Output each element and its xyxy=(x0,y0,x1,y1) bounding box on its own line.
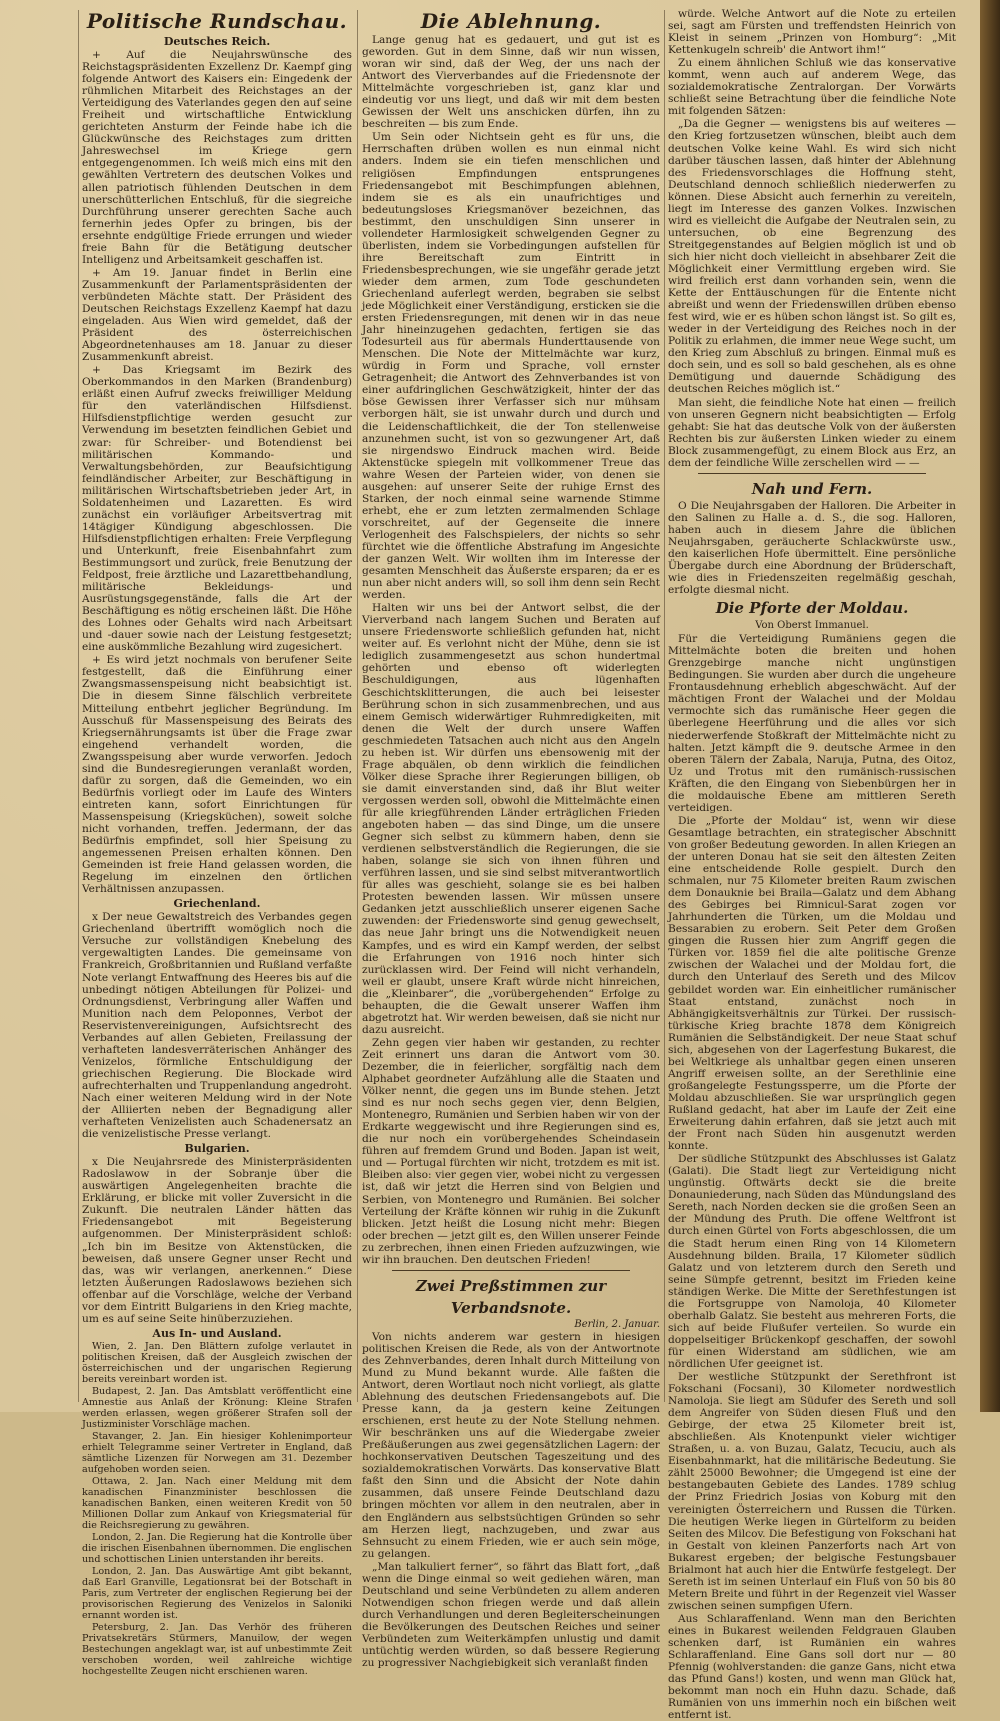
byline: Von Oberst Immanuel. xyxy=(755,620,869,632)
subtitle-griechenland: Griechenland. xyxy=(173,897,261,911)
article-title-die-ablehnung: Die Ablehnung. xyxy=(420,9,602,33)
article-paragraph: Der westliche Stützpunkt der Serethfront ist Fokschani (Focsani), 30 Kilometer nordwestlich Namoloja. Sie liegt am Südufer des Sereth und soll dem Angreifer von Süden diesen Fluß und den Gebirge, der etwa 25 Kilometer breit ist, abschließen. Als Knotenpunkt vieler wichtiger Straßen, u. a. von Buzau, Galatz, Tecuciu, auch als Eisenbahnmarkt, hat die militärische Bedeutung. Sie zählt 25000 Bewohner; die Umgegend ist eine der bestangebauten Gebiete des Landes. 1789 schlug der Prinz Friedrich Josias von Koburg mit den vereinigten Österreichern und Russen die Türken. Die heutigen Werke liegen in Gürtelform zu beiden Seiten des Milcov. Die Befestigung von Fokschani hat in Gestalt von kleinen Panzerforts nach Art von Bukarest ergeben; der belgische Festungsbauer Brialmont hat auch hier die Entwürfe festgelegt. Der Sereth ist im seinen Unterlauf ein Fluß von 50 bis 80 Metern Breite und führt in der Regenzeit viel Wasser zwischen seinen sumpfigen Ufern. xyxy=(668,1371,956,1612)
article-title-zwei-pressstimmen: Zwei Preßstimmen zur Verbandsnote. xyxy=(415,1276,607,1317)
article-paragraph: + Es wird jetzt nochmals von berufener Seite festgestellt, daß die Einführung einer Zwangsmassenspeisung nicht beabsichtigt ist. Die in diesem Sinne fälschlich verbreitete Mitteilung entbehrt jeglicher Begründung. Im Ausschuß für Massenspeisung des Beirats des Kriegsernährungsamts ist über die Frage zwar eingehend verhandelt worden, die Zwangsspeisung aber wurde verworfen. Jedoch sind die Bundesregierungen veranlaßt worden, dafür zu sorgen, daß die Gemeinden, wo ein Bedürfnis vorliegt oder im Laufe des Winters eintreten kann, sofort Einrichtungen für Massenspeisung (Kriegsküchen), soweit solche nicht vorhanden, treffen. Jedermann, der das Bedürfnis empfindet, soll hier Speisung zu angemessenen Preisen erhalten können. Den Gemeinden ist freie Hand gelassen worden, die Regelung im einzelnen den örtlichen Verhältnissen anzupassen. xyxy=(82,654,352,896)
news-item: Budapest, 2. Jan. Das Amtsblatt veröffentlicht eine Amnestie aus Anlaß der Krönung: Kleine Strafen werden erlassen, wegen größerer Strafen soll der Justizminister Vorschläge machen. xyxy=(82,1385,352,1430)
subtitle-aus-in-und-ausland: Aus In- und Ausland. xyxy=(152,1326,282,1340)
dateline: Berlin, 2. Januar. xyxy=(574,1318,660,1330)
section-title-nah-und-fern: Nah und Fern. xyxy=(751,479,873,498)
article-paragraph: Der südliche Stützpunkt des Abschlusses ist Galatz (Galati). Die Stadt liegt zur Verteidigung nicht ungünstig. Oftwärts deckt sie die breite Donauniederung, nach Süden das Mündungsland des Sereth, nach Norden decken sie die großen Seen an der Mündung des Pruth. Die offene Weltfront ist durch einen Gürtel von Forts abgeschlossen, die um die Stadt herum einen Ring von 14 Kilometern Ausdehnung bilden. Braila, 17 Kilometer südlich Galatz und von letzterem durch den Sereth und seine Sümpfe getrennt, besitzt im Frieden keine ständigen Werke. Die Mitte der Serethfestungen ist die Fortsgruppe von Namoloja, 40 Kilometer oberhalb Galatz. Sie besteht aus mehreren Forts, die sich auf beide Flußufer verteilen. So wurde ein doppelseitiger Brückenkopf geschaffen, der sowohl für einen Widerstand am südlichen, wie am nördlichen Ufer geeignet ist. xyxy=(668,1153,956,1370)
news-item: London, 2. Jan. Das Auswärtige Amt gibt bekannt, daß Earl Granville, Legationsrat bei der Botschaft in Paris, zum Vertreter der englischen Regierung bei der provisorischen Regierung des Venizelos in Saloniki ernannt worden ist. xyxy=(82,1565,352,1621)
article-paragraph: Um Sein oder Nichtsein geht es für uns, die Herrschaften drüben wollen es nun einmal nicht anders. Indem sie ein tiefen menschlichen und religiösen Empfindungen entsprungenes Friedensangebot mit Beschimpfungen ablehnen, indem sie es als ein unaufrichtiges und bedeutungsloses Kriegsmanöver bezeichnen, das bestimmt, den unschuldigen Sinn unserer in vollendeter Harmlosigkeit schwelgenden Gegner zu überlisten, indem sie Vorbedingungen aufstellen für ihre Bereitschaft zum Eintritt in Friedensbesprechungen, wie sie ungefähr gerade jetzt wieder dem armen, zum Tode geschundeten Griechenland auferlegt werden, begraben sie selbst jede Möglichkeit einer Verständigung, ersticken sie die ersten Friedensregungen, mit denen wir in das neue Jahr hineinzugehen gedachten, fertigen sie das Todesurteil aus für abermals Hunderttausende von Menschen. Die Note der Mittelmächte war kurz, würdig in Form und Sprache, voll ernster Getragenheit; die Antwort des Zehnverbandes ist von einer aufdringlichen Geschwätzigkeit, hinter der das böse Gewissen ihrer Verfasser sich nur mühsam verborgen hält, sie ist unwahr durch und durch und die Leidenschaftlichkeit, die der Ton stellenweise anzunehmen sucht, ist von so gezwungener Art, daß sie nirgendswo Eindruck machen wird. Beide Aktenstücke spiegeln mit vollkommener Treue das wahre Wesen der Parteien wider, von denen sie ausgehen: auf unserer Seite der ruhige Ernst des Starken, der noch einmal seine warnende Stimme erhebt, ehe er zum letzten zermalmenden Schlage vorschreitet, auf der Gegenseite die innere Verlogenheit des Falschspielers, der nichts so sehr fürchtet wie die öffentliche Abstrafung im Angesichte der ganzen Welt. Wir wollten ihm im Interesse der gesamten Menschheit das Äußerste ersparen; da er es nun aber nicht anders will, so soll ihm denn sein Recht werden. xyxy=(362,131,660,602)
article-paragraph: Halten wir uns bei der Antwort selbst, die der Vierverband nach langem Suchen und Beraten auf unsere Friedensworte schließlich gefunden hat, nicht weiter auf. Es verlohnt nicht der Mühe, denn sie ist lediglich zusammengesetzt aus schon hundertmal gehörten und ebenso oft widerlegten Beschuldigungen, aus lügenhaften Geschichtsklitterungen, die auch bei leisester Berührung schon in sich zusammenbrechen, und aus einem Gemisch widerwärtiger Ruhmredigkeiten, mit denen die Welt der durch unsere Waffen geschmiedeten Tatsachen auch nicht aus den Angeln zu heben ist. Wir dürfen uns ebensowenig mit der Frage abquälen, ob denn wirklich die feindlichen Völker diese Sprache ihrer Regierungen billigen, ob sie damit einverstanden sind, daß ihr Blut weiter vergossen werden soll, obwohl die Mittelmächte einen für alle kriegführenden Länder erträglichen Frieden angeboten haben — das sind Dinge, um die unsere Gegner sich selbst zu kümmern haben, denn sie verdienen selbstverständlich die Regierungen, die sie haben, solange sie sich von ihnen führen und verführen lassen, und sie sind selbst mitverantwortlich für alles was geschieht, solange sie es bei halben Protesten bewenden lassen. Wir müssen unsere Gedanken jetzt ausschließlich unserer eigenen Sache zuwenden: der Friedensworte sind genug gewechselt, das neue Jahr bringt uns die Notwendigkeit neuen Kampfes, und es wird ein Kampf werden, der selbst die Erfahrungen von 1916 noch hinter sich zurücklassen wird. Der Feind will nicht verhandeln, weil er glaubt, unsere Kraft würde nicht hinreichen, die „Kleinbarer“, die „vorübergehenden“ Erfolge zu behaupten, die die Gewalt unserer Waffen ihm abgetrotzt hat. Wir werden beweisen, daß sie nicht nur dazu ausreicht. xyxy=(362,602,660,1036)
divider xyxy=(698,473,926,474)
article-title-pforte-der-moldau: Die Pforte der Moldau. xyxy=(715,599,909,618)
news-item: Wien, 2. Jan. Den Blättern zufolge verlautet in politischen Kreisen, daß der Ausgleich zwischen der österreichischen und der ungarischen Regierung bereits vereinbart worden ist. xyxy=(82,1340,352,1385)
news-item: Ottawa, 2. Jan. Nach einer Meldung mit dem kanadischen Finanzminister beschlossen die kanadischen Banken, einen weiteren Kredit von 50 Millionen Dollar zum Ankauf von Kriegsmaterial für die Reichsregierung zu gewähren. xyxy=(82,1475,352,1531)
column-2 xyxy=(362,8,660,1670)
news-item: London, 2. Jan. Die Regierung hat die Kontrolle über die irischen Eisenbahnen übernommen. Die englischen und schottischen Linien unterstanden ihr bereits. xyxy=(82,1531,352,1565)
article-paragraph: O Die Neujahrsgaben der Halloren. Die Arbeiter in den Salinen zu Halle a. d. S., die sog. Halloren, haben auch in diesem Jahre die üblichen Neujahrsgaben, geräucherte Schlackwürste usw., den kaiserlichen Hofe übermittelt. Eine persönliche Übergabe durch eine Abordnung der Brüderschaft, wie dies in Friedenszeiten regelmäßig geschah, erfolgte diesmal nicht. xyxy=(668,499,956,597)
article-paragraph: x Der neue Gewaltstreich des Verbandes gegen Griechenland übertrifft womöglich noch die Versuche zur vollständigen Knebelung des vergewaltigten Landes. Die gemeinsame von Frankreich, Großbritannien und Rußland verfaßte Note verlangt Entwaffnung des Heeres bis auf die unbedingt nötigen Abteilungen für Polizei- und Ordnungsdienst, Verbringung aller Waffen und Munition nach dem Peloponnes, Verbot der Reservistenvereinigungen, Aufsichtsrecht des Verbandes auf allen Gebieten, Freilassung der verhafteten landesverräterischen Anhänger des Venizelos, förmliche Entschuldigung der griechischen Regierung. Die Blockade wird aufrechterhalten und Truppenlandung angedroht. Nach einer weiteren Meldung wird in der Note der Alliierten neben der Begnadigung aller verhafteten Venizelisten auch Schadenersatz an die venizelistische Presse verlangt. xyxy=(82,911,352,1141)
column-rule-1 xyxy=(357,10,358,1402)
article-paragraph: Die „Pforte der Moldau“ ist, wenn wir diese Gesamtlage betrachten, ein strategischer Abschnitt von großer Bedeutung geworden. In allen Kriegen an der unteren Donau hat sie seit den ältesten Zeiten eine entscheidende Rolle gespielt. Durch den schmalen, nur 75 Kilometer breiten Raum zwischen dem Donauknie bei Braila—Galatz und dem Abhang des Gebirges bei Rimnicul-Sarat zogen vor Jahrhunderten die Türken, um die Moldau und Bessarabien zu erobern. Seit Peter dem Großen gingen die Russen hier zum Angriff gegen die Türken vor. 1859 fiel die alte politische Grenze zwischen der Walachei und der Moldau fort, die durch den Unterlauf des Sereth und des Milcov gebildet worden war. Ein einheitlicher rumänischer Staat entstand, zunächst noch in Abhängigkeitsverhältnis zur Türkei. Der russisch-türkische Krieg brachte 1878 dem Königreich Rumänien die Selbständigkeit. Der neue Staat schuf sich, abgesehen von der Lagerfestung Bukarest, die bei Weltkriege als unhaltbar gegen einen unseren Angriff erweisen sollte, an der Serethlinie eine großangelegte Festungssperre, um die Pforte der Moldau abzuschließen. Sie war ursprünglich gegen Rußland gedacht, hat aber im Laufe der Zeit eine Erweiterung dahin erfahren, daß sie jetzt auch mit der Front nach Süden hin ausgenutzt werden konnte. xyxy=(668,814,956,1153)
article-paragraph: Aus Schlaraffenland. Wenn man den Berichten eines in Bukarest weilenden Feldgrauen Glauben schenken darf, ist Rumänien ein wahres Schlaraffenland. Eine Gans soll dort nur — 80 Pfennig (wohlverstanden: die ganze Gans, nicht etwa das Pfund Gans!) kosten, und wenn man Glück hat, bekommt man noch ein Huhn dazu. Schade, daß Rumänien von uns immerhin noch ein bißchen weit entfernt ist. xyxy=(668,1612,956,1721)
article-paragraph: Für die Verteidigung Rumäniens gegen die Mittelmächte boten die breiten und hohen Grenzgebirge manche nicht ungünstigen Bedingungen. Sie wurden aber durch die ungeheure Frontausdehnung erheblich abgeschwächt. Auf der mächtigen Front der Walachei und der Moldau vermochte sich das rumänische Heer gegen die überlegene Heerführung und die alles vor sich niederwerfende Stoßkraft der Mittelmächte nicht zu halten. Jetzt kämpft die 9. deutsche Armee in den oberen Tälern der Zabala, Naruja, Putna, des Oitoz, Uz und Trotus mit den rumänisch-russischen Kräften, die den Eingang von Siebenbürgen her in die moldauische Ebene am mittleren Sereth verteidigen. xyxy=(668,633,956,814)
article-paragraph: Zehn gegen vier haben wir gestanden, zu rechter Zeit erinnert uns daran die Antwort vom 30. Dezember, die in feierlicher, sorgfältig nach dem Alphabet geordneter Aufzählung alle die Staaten und Völker nennt, die gegen uns im Bunde stehen. Jetzt sind es nur noch sechs gegen vier, denn Belgien, Montenegro, Rumänien und Serbien haben wir von der Erdkarte weggewischt und ihre Regierungen sind es, die nur noch ein vorübergehendes Scheindasein führen auf fremdem Grund und Boden. Japan ist weit, und — Portugal fürchten wir nicht, trotzdem es mit ist. Bleiben also: vier gegen vier, wobei nicht zu vergessen ist, daß wir jetzt die Herren sind von Belgien und Serbien, von Montenegro und Rumänien. Bei solcher Verteilung der Kräfte können wir ruhig in die Zukunft blicken. Jetzt heißt die Losung nicht mehr: Biegen oder brechen — jetzt gilt es, den Willen unserer Feinde zu zerbrechen, ihnen einen Frieden aufzuzwingen, wie wir ihn brauchen. Den deutschen Frieden! xyxy=(362,1036,660,1266)
subtitle-bulgarien: Bulgarien. xyxy=(184,1142,250,1156)
column-1 xyxy=(82,8,352,1677)
article-paragraph: x Die Neujahrsrede des Ministerpräsidenten Radoslawow in der Sobranje über die auswärtigen Angelegenheiten brachte die Erklärung, er blicke mit voller Zuversicht in die Zukunft. Die neutralen Länder hätten das Friedensangebot mit Begeisterung aufgenommen. Der Ministerpräsident schloß: „Ich bin im Besitze von Aktenstücken, die beweisen, daß unsere Gegner unser Recht und das, was wir verlangen, anerkennen.“ Diese letzten Äußerungen Radoslawows beziehen sich offenbar auf die Vorschläge, welche der Verband vor dem Eintritt Bulgariens in den Krieg machte, um es auf seine Seite hinüberzuziehen. xyxy=(82,1156,352,1325)
article-paragraph: „Man talkuliert ferner“, so fährt das Blatt fort, „daß wenn die Dinge einmal so weit gediehen wären, man Deutschland und seine Verbündeten zu allem anderen Notwendigen schon friegen werde und daß allein durch Verhandlungen und deren Begleiterscheinungen die Bevölkerungen des Deutschen Reiches und seiner Verbündeten zum Weiterkämpfen unlustig und damit untüchtig werden würden, so daß bessere Regierung zu progressiver Nachgiebigkeit sich veranlaßt finden xyxy=(362,1560,660,1670)
article-paragraph: Zu einem ähnlichen Schluß wie das konservative kommt, wenn auch auf anderem Wege, das sozialdemokratische Zentralorgan. Der Vorwärts schließt seine Betrachtung über die feindliche Note mit folgenden Sätzen: xyxy=(668,57,956,118)
section-title-politische-rundschau: Politische Rundschau. xyxy=(86,9,348,33)
divider xyxy=(392,1270,630,1271)
article-paragraph: würde. Welche Antwort auf die Note zu erteilen sei, sagt am Fürsten und treffendsten Heinrich von Kleist in seinem „Prinzen von Homburg“: „Mit Kettenkugeln schreib' die Antwort ihm!“ xyxy=(668,8,956,57)
column-3 xyxy=(668,8,956,1721)
column-rule-2 xyxy=(664,10,665,1402)
article-paragraph: + Am 19. Januar findet in Berlin eine Zusammenkunft der Parlamentspräsidenten der verbündeten Mächte statt. Der Präsident des Deutschen Reichstags Exzellenz Kaempf hat dazu eingeladen. Aus Wien wird gemeldet, daß der Präsident des österreichischen Abgeordnetenhauses am 18. Januar zu dieser Zusammenkunft abreist. xyxy=(82,266,352,364)
article-paragraph: + Auf die Neujahrswünsche des Reichstagspräsidenten Exzellenz Dr. Kaempf ging folgende Antwort des Kaisers ein: Eingedenk der rühmlichen Mitarbeit des Reichstages an der Verteidigung des Vaterlandes gegen den auf seine Freiheit und wirtschaftliche Entwicklung gerichteten Ansturm der Feinde habe ich die Glückwünsche des Reichstages zum dritten Jahreswechsel im Kriege gern entgegengenommen. Ich weiß mich eins mit den gewählten Vertretern des deutschen Volkes und allen patriotisch fühlenden Deutschen in dem unerschütterlichen Entschluß, für die siegreiche Durchführung unserer gerechten Sache auch fernerhin jedes Opfer zu bringen, bis der ersehnte endgültige Friede errungen und wieder freie Bahn für die Betätigung deutscher Intelligenz und Arbeitsamkeit geschaffen ist. xyxy=(82,49,352,266)
article-paragraph: Von nichts anderem war gestern in hiesigen politischen Kreisen die Rede, als von der Antwortnote des Zehnverbandes, deren Inhalt durch Mitteilung von Mund zu Mund bekannt wurde. Alle faßten die Antwort, deren Wortlaut noch nicht vorliegt, als glatte Ablehnung des deutschen Friedensangebots auf. Die Presse kann, da ja gestern keine Zeitungen erschienen, erst heute zu der Note Stellung nehmen. Wir beschränken uns auf die Wiedergabe zweier Preßäußerungen aus zwei gegensätzlichen Lagern: der hochkonservativen Deutschen Tageszeitung und des sozialdemokratischen Vorwärts. Das konservative Blatt faßt den Sinn und die Absicht der Note dahin zusammen, daß unsere Feinde Deutschland dazu bringen möchten vor allem in den neutralen, aber in den Engländern aus selbstsüchtigen Gründen so sehr am Herzen liegt, nachzugeben, und zwar aus Sehnsucht zu einem Frieden, wie er auch sein möge, zu gelangen. xyxy=(362,1330,660,1560)
page-edge-shadow xyxy=(980,0,1000,1412)
article-paragraph: „Da die Gegner — wenigstens bis auf weiteres — den Krieg fortzusetzen wünschen, bleibt auch dem deutschen Volke keine Wahl. Es wird sich nicht darüber täuschen lassen, daß hinter der Ablehnung des Friedensvorschlages die Hoffnung steht, Deutschland dennoch schließlich niederwerfen zu können. Diese Absicht auch fernerhin zu vereiteln, liegt im Interesse des ganzen Volkes. Inzwischen wird es vielleicht die Aufgabe der Neutralen sein, zu untersuchen, ob eine Begrenzung des Streitgegenstandes auf Belgien möglich ist und ob sich hier nicht doch vielleicht in absehbarer Zeit die Möglichkeit einer Vermittlung ergeben wird. Sie wird freilich erst dann vorhanden sein, wenn die Kette der Enttäuschungen für die Entente nicht abreißt und wenn der Friedenswillen drüben ebenso fest wird, wie er es hüben schon längst ist. So gilt es, weder in der Verteidigung des Reiches noch in der Politik zu erlahmen, die immer neue Wege sucht, um den Krieg zum Abschluß zu bringen. Einmal muß es doch sein, und es soll so bald geschehen, als es ohne Demütigung und dauernde Schädigung des deutschen Reiches möglich ist.“ xyxy=(668,118,956,396)
news-item: Stavanger, 2. Jan. Ein hiesiger Kohlenimporteur erhielt Telegramme seiner Vertreter in England, daß sämtliche Lizenzen für Norwegen am 31. Dezember aufgehoben worden seien. xyxy=(82,1430,352,1475)
subtitle-deutsches-reich: Deutsches Reich. xyxy=(163,35,271,48)
news-item: Petersburg, 2. Jan. Das Verhör des früheren Privatsekretärs Stürmers, Manuilow, der wegen Bestechungen angeklagt war, ist auf unbestimmte Zeit verschoben worden, weil zahlreiche wichtige hochgestellte Zeugen nicht erschienen waren. xyxy=(82,1621,352,1677)
column-rule-left xyxy=(78,10,79,1402)
article-paragraph: Lange genug hat es gedauert, und gut ist es geworden. Gut in dem Sinne, daß wir nun wissen, woran wir sind, daß der Weg, der uns nach der Antwort des Vierverbandes auf die Friedensnote der Mittelmächte vorgeschrieben ist, ganz klar und eindeutig vor uns liegt, und daß wir mit dem besten Gewissen der Welt uns anschicken dürfen, ihn zu beschreiten — bis zum Ende. xyxy=(362,34,660,131)
article-paragraph: Man sieht, die feindliche Note hat einen — freilich von unseren Gegnern nicht beabsichtigten — Erfolg gehabt: Sie hat das deutsche Volk von der äußersten Rechten bis zur äußersten Linken wieder zu einem Block zusammengefügt, zu einem Block aus Erz, an dem der feindliche Wille zerschellen wird — — xyxy=(668,396,956,469)
article-paragraph: + Das Kriegsamt im Bezirk des Oberkommandos in den Marken (Brandenburg) erläßt einen Aufruf zwecks freiwilliger Meldung für den vaterländischen Hilfsdienst. Hilfsdienstpflichtige werden gesucht zur Verwendung im besetzten feindlichen Gebiet und zwar: für Schreiber- und Botendienst bei militärischen Kommando- und Verwaltungsbehörden, zur Beaufsichtigung feindländischer Arbeiter, zur Beschäftigung in militärischen Wirtschaftsbetrieben jeder Art, in Soldatenheimen und Lazaretten. Es wird zunächst ein vorläufiger Arbeitsvertrag mit 14tägiger Kündigung abgeschlossen. Die Hilfsdienstpflichtigen erhalten: Freie Verpflegung und Unterkunft, freie Eisenbahnfahrt zum Bestimmungsort und zurück, freie Benutzung der Feldpost, freie ärztliche und Lazarettbehandlung, militärische Bekleidungs- und Ausrüstungsgegenstände, falls die Art der Beschäftigung es nötig erscheinen läßt. Die Höhe des Lohnes oder Gehalts wird nach Arbeitsart und -dauer sowie nach der Leistung festgesetzt; eine auskömmliche Bezahlung wird zugesichert. xyxy=(82,364,352,654)
